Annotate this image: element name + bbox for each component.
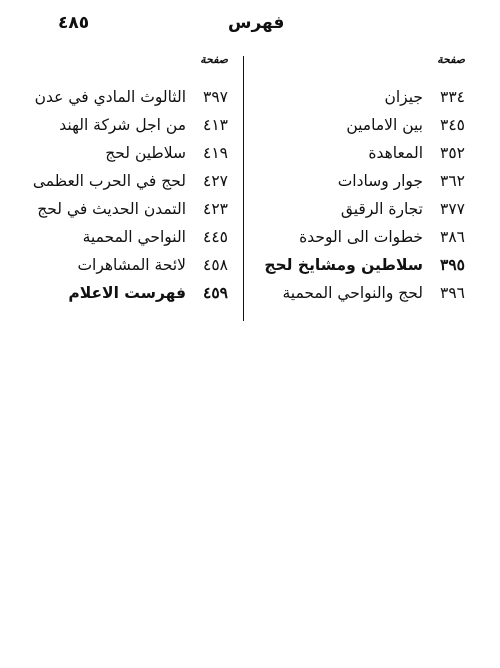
- index-entry: [28, 168, 228, 196]
- index-entry: [28, 280, 228, 308]
- index-entry-page: ٤١٩: [203, 144, 228, 162]
- index-entry-title: المعاهدة: [368, 144, 423, 162]
- index-entry-title: الثالوث المادي في عدن: [34, 88, 186, 106]
- index-entry-title: من اجل شركة الهند: [59, 116, 186, 134]
- index-entry-title: تجارة الرقيق: [340, 200, 423, 218]
- index-entry-title: جيزان: [384, 88, 423, 106]
- index-entry-title: التمدن الحديث في لحج: [37, 200, 186, 218]
- index-entry-page: ٤٥٩: [203, 283, 228, 302]
- index-entry-page: ٤٢٧: [203, 172, 228, 190]
- index-column-right: [265, 50, 465, 308]
- index-entry-page: ٤٥٨: [203, 256, 228, 274]
- index-entry: [28, 84, 228, 112]
- index-entry: [265, 224, 465, 252]
- index-entry-title: النواحي المحمية: [82, 228, 186, 246]
- index-entry: [28, 224, 228, 252]
- index-entry-title: لحج في الحرب العظمى: [32, 172, 186, 190]
- index-entry-title: خطوات الى الوحدة: [299, 228, 423, 246]
- index-entry-title: سلاطين ومشايخ لحج: [264, 256, 423, 274]
- index-entry-page: ٣٣٤: [440, 88, 465, 106]
- index-entry: [265, 280, 465, 308]
- index-entry-page: ٤٤٥: [203, 228, 228, 246]
- index-entry-title: فهرست الاعلام: [68, 284, 186, 302]
- index-entry-page: ٣٥٢: [440, 144, 465, 162]
- index-entry: [265, 112, 465, 140]
- index-entry-title: لحج والنواحي المحمية: [282, 284, 423, 302]
- index-entry-page: ٣٧٧: [440, 200, 465, 218]
- index-entry: [265, 84, 465, 112]
- index-entry: [265, 196, 465, 224]
- index-entry: [265, 252, 465, 280]
- index-entry-page: ٤١٣: [203, 116, 228, 134]
- index-entry-page: ٣٩٥: [440, 255, 465, 274]
- index-list-right: [265, 84, 465, 308]
- index-entry: [28, 252, 228, 280]
- index-entry-title: جوار وسادات: [337, 172, 423, 190]
- index-entry: [265, 168, 465, 196]
- index-entry-page: ٣٩٦: [440, 284, 465, 302]
- index-entry: [28, 196, 228, 224]
- page-column-heading: صفحة: [200, 53, 228, 66]
- page-title: فهرس: [228, 13, 285, 33]
- index-entry-title: بين الامامين: [346, 116, 423, 134]
- index-entry: [28, 140, 228, 168]
- index-entry-title: سلاطين لحج: [105, 144, 186, 162]
- index-column-left: [28, 50, 228, 308]
- page-column-heading: صفحة: [437, 53, 465, 66]
- index-entry-page: ٣٤٥: [440, 116, 465, 134]
- page-number: ٤٨٥: [58, 13, 90, 33]
- index-entry: [265, 140, 465, 168]
- index-entry-title: لائحة المشاهرات: [77, 256, 186, 274]
- column-divider: [243, 56, 244, 321]
- index-list-left: [28, 84, 228, 308]
- index-entry-page: ٤٢٣: [203, 200, 228, 218]
- index-entry-page: ٣٨٦: [440, 228, 465, 246]
- index-entry-page: ٣٦٢: [440, 172, 465, 190]
- index-entry: [28, 112, 228, 140]
- index-entry-page: ٣٩٧: [203, 88, 228, 106]
